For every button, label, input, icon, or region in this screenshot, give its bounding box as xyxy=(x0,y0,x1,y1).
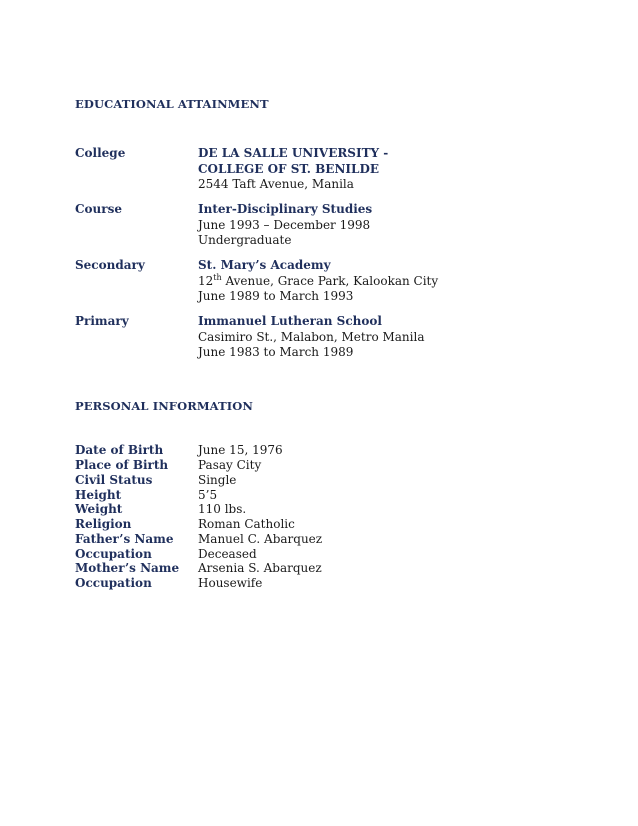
education-detail xyxy=(198,314,558,361)
field-label: Father’s Name xyxy=(75,531,174,546)
field-value: 5’5 xyxy=(198,487,218,502)
education-label: Primary xyxy=(75,314,129,328)
personal-info-row xyxy=(75,458,495,473)
personal-info-row xyxy=(75,502,495,517)
personal-info-row xyxy=(75,576,495,591)
personal-information-heading: PERSONAL INFORMATION xyxy=(75,399,253,413)
school-address xyxy=(198,274,558,290)
field-value: Pasay City xyxy=(198,458,262,473)
field-label: Mother’s Name xyxy=(75,561,180,576)
address-number: 12 xyxy=(198,273,214,288)
school-dates: June 1989 to March 1993 xyxy=(198,289,354,303)
course-name: Inter-Disciplinary Studies xyxy=(198,202,373,216)
field-label: Occupation xyxy=(75,576,152,591)
school-name: St. Mary’s Academy xyxy=(198,258,331,272)
field-label: Date of Birth xyxy=(75,443,164,458)
field-value: 110 lbs. xyxy=(198,502,247,517)
field-label: Place of Birth xyxy=(75,458,169,473)
school-name: Immanuel Lutheran School xyxy=(198,314,382,328)
field-value: Housewife xyxy=(198,576,263,591)
field-value: Arsenia S. Abarquez xyxy=(198,561,322,576)
education-label: Secondary xyxy=(75,258,145,272)
field-label: Occupation xyxy=(75,546,152,561)
field-value: June 15, 1976 xyxy=(198,443,283,458)
personal-info-row xyxy=(75,487,495,502)
school-name-line: COLLEGE OF ST. BENILDE xyxy=(198,161,380,176)
school-name-line: DE LA SALLE UNIVERSITY - xyxy=(198,146,389,160)
address-ordinal: th xyxy=(213,272,222,282)
field-label: Civil Status xyxy=(75,472,153,487)
field-value: Roman Catholic xyxy=(198,517,295,532)
personal-info-row xyxy=(75,532,495,547)
personal-information-table xyxy=(75,443,495,591)
education-detail xyxy=(198,258,558,305)
field-value: Deceased xyxy=(198,546,257,561)
field-label: Weight xyxy=(75,502,123,517)
personal-info-row xyxy=(75,473,495,488)
personal-info-row xyxy=(75,561,495,576)
course-status: Undergraduate xyxy=(198,233,292,247)
education-detail xyxy=(198,202,558,249)
education-label: College xyxy=(75,146,126,160)
education-detail xyxy=(198,146,558,193)
personal-info-row xyxy=(75,517,495,532)
course-dates: June 1993 – December 1998 xyxy=(198,217,371,232)
educational-attainment-heading: EDUCATIONAL ATTAINMENT xyxy=(75,97,269,111)
school-dates: June 1983 to March 1989 xyxy=(198,345,354,359)
personal-info-row xyxy=(75,546,495,561)
field-value: Manuel C. Abarquez xyxy=(198,531,323,546)
personal-info-row xyxy=(75,443,495,458)
address-rest: Avenue, Grace Park, Kalookan City xyxy=(221,273,439,288)
field-label: Height xyxy=(75,487,122,502)
field-value: Single xyxy=(198,472,237,487)
field-label: Religion xyxy=(75,517,132,532)
school-address: 2544 Taft Avenue, Manila xyxy=(198,177,354,191)
education-label: Course xyxy=(75,202,122,216)
school-address: Casimiro St., Malabon, Metro Manila xyxy=(198,329,425,344)
